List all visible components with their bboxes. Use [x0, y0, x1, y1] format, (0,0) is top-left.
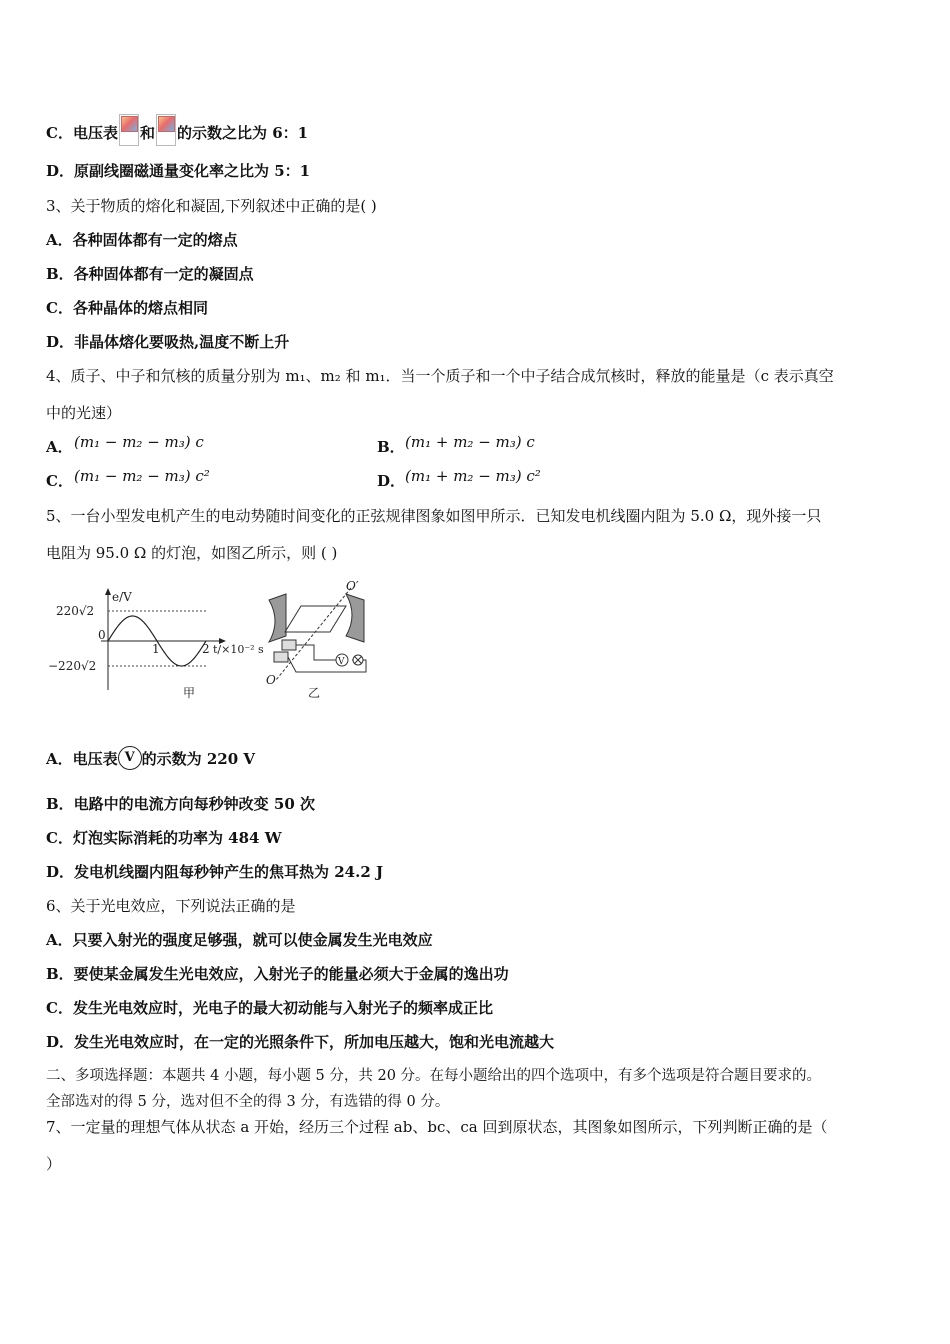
q6-option-d: D．发生光电效应时，在一定的光照条件下，所加电压越大，饱和光电流越大 [46, 1033, 555, 1051]
question-6: 6、关于光电效应，下列说法正确的是 [46, 897, 296, 915]
option-d-flux-ratio: D．原副线圈磁通量变化率之比为 5：1 [46, 162, 311, 180]
generator-figure [46, 580, 396, 705]
option-text: C．电压表 [46, 124, 118, 142]
question-5: 5、一台小型发电机产生的电动势随时间变化的正弦规律图象如图甲所示．已知发电机线圈内阻为 5.0 Ω，现外接一只 [46, 507, 822, 525]
left-magnet [269, 594, 286, 642]
question-4: 4、质子、中子和氘核的质量分别为 m₁、m₂ 和 m₁．当一个质子和一个中子结合成氘核时，释放的能量是（c 表示真空 [46, 367, 834, 385]
broken-image-icon [156, 114, 176, 146]
broken-image-icon [119, 114, 139, 146]
option-text: 的示数为 220 V [141, 750, 256, 768]
figure-yi-generator [266, 580, 366, 700]
q5-option-c: C．灯泡实际消耗的功率为 484 W [46, 829, 282, 847]
amplitude-bottom-label: −220√2 [48, 659, 97, 673]
q3-option-a: A．各种固体都有一定的熔点 [46, 231, 238, 249]
origin-label: 0 [98, 628, 106, 642]
q3-option-d: D．非晶体熔化要吸热,温度不断上升 [46, 333, 290, 351]
q3-option-b: B．各种固体都有一定的凝固点 [46, 265, 254, 283]
wire [296, 645, 336, 660]
section-2-scoring: 全部选对的得 5 分，选对但不全的得 3 分，有选错的得 0 分。 [46, 1094, 450, 1110]
q4-option-c-formula: (m₁ − m₂ − m₃) c² [74, 467, 210, 485]
q5-option-d: D．发电机线圈内阻每秒钟产生的焦耳热为 24.2 J [46, 863, 384, 881]
q4-option-a-formula: (m₁ − m₂ − m₃) c [74, 433, 204, 451]
q4-option-c-label: C． [46, 472, 73, 490]
option-text: A．电压表 [46, 750, 118, 768]
q6-option-a: A．只要入射光的强度足够强，就可以使金属发生光电效应 [46, 931, 433, 949]
figure-yi-caption: 乙 [308, 686, 321, 700]
question-7: 7、一定量的理想气体从状态 a 开始，经历三个过程 ab、bc、ca 回到原状态，其图象如图所示，下列判断正确的是（ [46, 1118, 828, 1136]
voltmeter-icon: V [118, 746, 142, 770]
voltmeter-letter: V [338, 657, 345, 667]
q4-option-d-formula: (m₁ + m₂ − m₃) c² [405, 467, 541, 485]
t-axis-label: t/×10⁻² s [213, 643, 264, 656]
figure-jia-sine-graph [48, 588, 264, 700]
right-magnet [346, 594, 364, 642]
slip-ring [274, 652, 288, 662]
option-text: 和 [139, 124, 155, 142]
q4-option-b-formula: (m₁ + m₂ − m₃) c [405, 433, 535, 451]
e-axis-label: e/V [112, 590, 132, 604]
coil-frame [285, 606, 346, 632]
q5-option-a [46, 746, 255, 770]
option-text: 的示数之比为 6：1 [176, 124, 309, 142]
amplitude-top-label: 220√2 [56, 604, 95, 618]
q6-option-c: C．发生光电效应时，光电子的最大初动能与入射光子的频率成正比 [46, 999, 493, 1017]
question-4-cont: 中的光速） [46, 404, 122, 422]
q3-option-c: C．各种晶体的熔点相同 [46, 299, 208, 317]
figure-jia-caption: 甲 [183, 686, 196, 700]
q4-option-b-label: B． [377, 438, 405, 456]
question-3: 3、关于物质的熔化和凝固,下列叙述中正确的是( ) [46, 197, 377, 215]
q6-option-b: B．要使某金属发生光电效应，入射光子的能量必须大于金属的逸出功 [46, 965, 509, 983]
option-c-voltmeter-ratio [46, 114, 308, 146]
o-prime-label: O′ [346, 580, 359, 593]
tick-1-label: 1 [152, 642, 160, 656]
y-axis-arrow [105, 588, 111, 595]
section-2-heading: 二、多项选择题：本题共 4 小题，每小题 5 分，共 20 分。在每小题给出的四个选项中，有多个选项是符合题目要求的。 [46, 1068, 822, 1084]
q4-option-a-label: A． [46, 438, 73, 456]
q4-option-d-label: D． [377, 472, 406, 490]
question-7-cont: ） [46, 1155, 62, 1173]
tick-2-label: 2 [202, 642, 210, 656]
slip-ring [282, 640, 296, 650]
o-label: O [266, 673, 276, 687]
question-5-cont: 电阻为 95.0 Ω 的灯泡，如图乙所示，则 ( ) [46, 544, 338, 562]
q5-option-b: B．电路中的电流方向每秒钟改变 50 次 [46, 795, 315, 813]
